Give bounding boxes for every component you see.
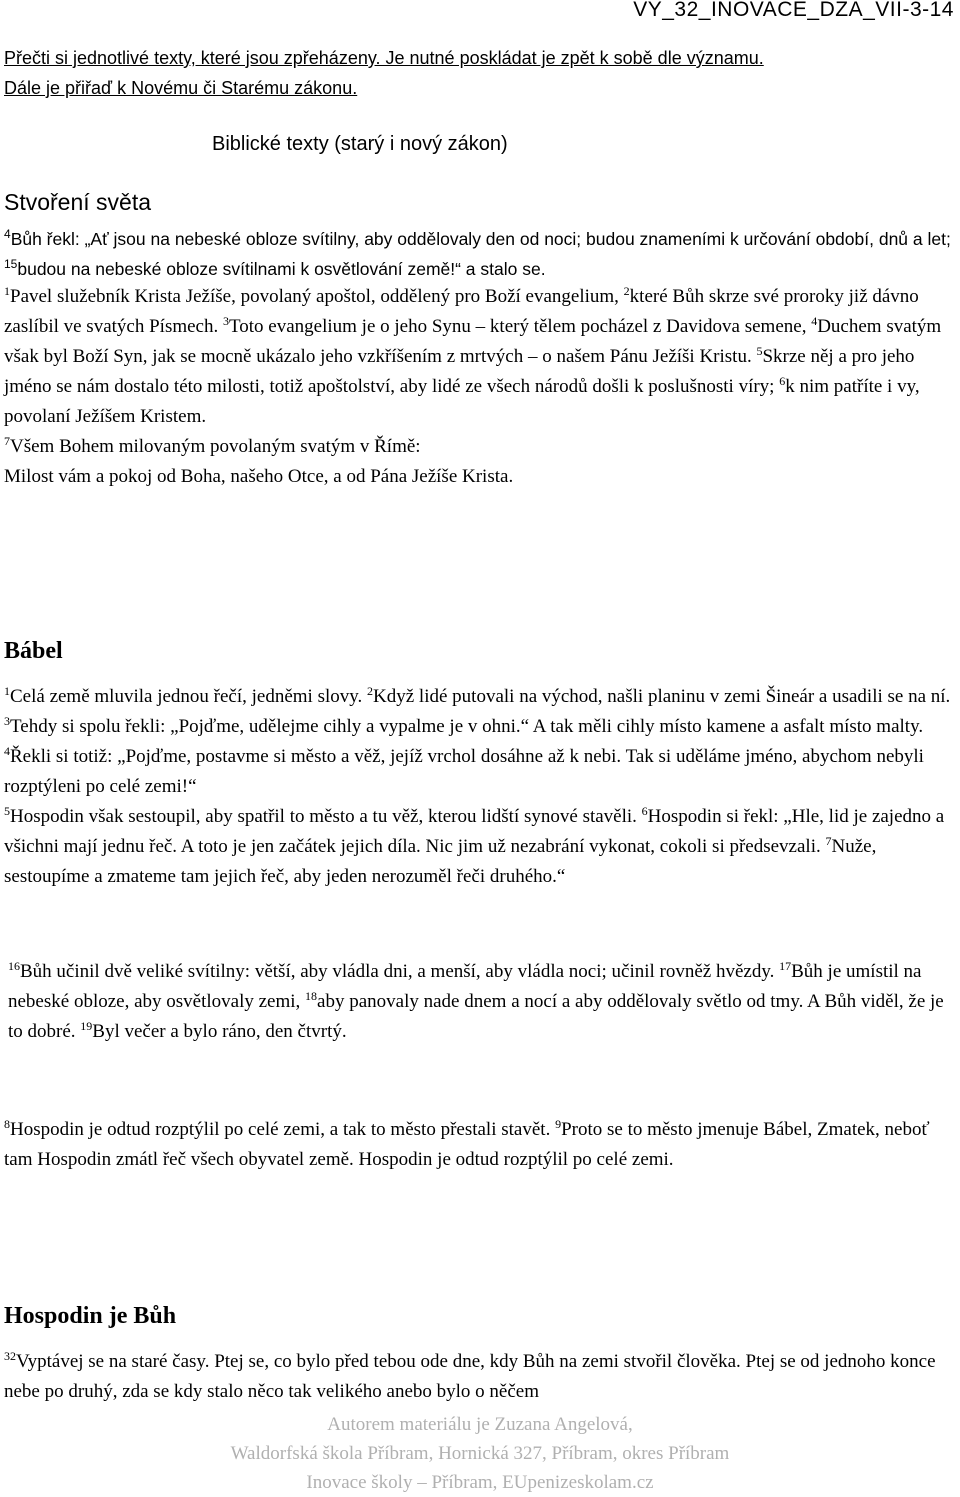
- verse-text: Milost vám a pokoj od Boha, našeho Otce, a od Pána Ježíše Krista.: [4, 466, 514, 487]
- verse-number: 18: [305, 989, 318, 1003]
- page-subtitle: Biblické texty (starý i nový zákon): [212, 133, 508, 155]
- verse-number: 4: [811, 314, 818, 328]
- verse-text: Bůh je umístil na nebeské obloze, aby osvětlovaly zemi,: [8, 961, 922, 1012]
- verse-text: Duchem svatým však byl Boží Syn, jak se mocně ukázalo jeho vzkříšením z mrtvých – o našem Pánu Ježíši Kristu.: [4, 316, 942, 367]
- instruction-line-2: Dále je přiřaď k Novému či Starému zákonu.: [4, 78, 358, 98]
- verse-number: 32: [4, 1349, 16, 1363]
- verse-number: 4: [4, 744, 10, 758]
- verse-number: 6: [641, 804, 648, 818]
- verse-number: 5: [756, 344, 763, 358]
- verse-text: Toto evangelium je o jeho Synu – který tělem pocházel z Davidova semene,: [228, 316, 812, 337]
- creation-paragraph-2: [4, 282, 954, 492]
- verse-number: 7: [825, 834, 832, 848]
- verse-text: Hospodin však sestoupil, aby spatřil to město a tu věž, kterou lidští synové stavěli.: [10, 806, 642, 827]
- verse-number: 1: [4, 284, 10, 298]
- verse-text: Když lidé putovali na východ, našli planinu v zemi Šineár a usadili se na ní.: [373, 686, 951, 707]
- footer-project: Inovace školy – Příbram, EUpenizeskolam.cz: [306, 1472, 654, 1493]
- babel-paragraph-2: [8, 957, 958, 1047]
- verse-text: Nuže, sestoupíme a zmateme tam jejich řeč, aby jeden nerozuměl řeči druhého.“: [4, 836, 877, 887]
- verse-number: 19: [80, 1019, 93, 1033]
- footer-school: Waldorfská škola Příbram, Hornická 327, Příbram, okres Příbram: [230, 1443, 730, 1464]
- verse-number: 9: [555, 1117, 562, 1131]
- verse-text: Vyptávej se na staré časy. Ptej se, co bylo před tebou ode dne, kdy Bůh na zemi stvořil člověka. Ptej se od jednoho konce nebe po druhý, zda se kdy stalo něco tak velikého anebo bylo o něčem: [4, 1351, 936, 1402]
- footer-author: Autorem materiálu je Zuzana Angelová,: [327, 1414, 633, 1435]
- verse-number: 16: [8, 959, 20, 973]
- verse-text: Bůh učinil dvě veliké svítilny: větší, aby vládla dni, a menší, aby vládla noci; učinil rovněž hvězdy.: [20, 961, 780, 982]
- verse-number: 7: [4, 434, 10, 448]
- verse-text: Tehdy si spolu řekli: „Pojďme, udělejme cihly a vypalme je v ohni.“ A tak měli cihly místo kamene a asfalt místo malty.: [10, 716, 924, 737]
- verse-number: 1: [4, 684, 10, 698]
- verse-text: Proto se to město jmenuje Bábel, Zmatek, neboť tam Hospodin zmátl řeč všech obyvatel země. Hospodin je odtud rozptýlil po celé zemi.: [4, 1119, 930, 1170]
- verse-number: 4: [4, 227, 11, 241]
- verse-number: 2: [367, 684, 374, 698]
- verse-text: Bůh řekl: „Ať jsou na nebeské obloze svítilny, aby oddělovaly den od noci; budou znameními k určování období, dnů a let;: [10, 229, 951, 249]
- verse-number: 2: [623, 284, 630, 298]
- document-code: VY_32_INOVACE_DZA_VII-3-14: [633, 0, 954, 21]
- verse-number: 3: [4, 714, 10, 728]
- section-heading-babel: Bábel: [4, 638, 63, 664]
- lord-paragraph-1: [4, 1347, 954, 1407]
- creation-paragraph-1: [4, 224, 954, 284]
- verse-text: budou na nebeské obloze svítilnami k osvětlování země!“ a stalo se.: [17, 259, 546, 279]
- babel-paragraph-1: [4, 682, 954, 892]
- verse-number: 17: [779, 959, 792, 973]
- verse-number: 5: [4, 804, 10, 818]
- verse-number: 6: [779, 374, 786, 388]
- verse-text: Hospodin si řekl: „Hle, lid je zajedno a všichni mají jednu řeč. A toto je jen začátek jejich díla. Nic jim už nezabrání vykonat, cokoli si předsevzali.: [4, 806, 945, 857]
- verse-number: 15: [4, 257, 18, 271]
- section-heading-creation: Stvoření světa: [4, 189, 152, 215]
- verse-text: Pavel služebník Krista Ježíše, povolaný apoštol, oddělený pro Boží evangelium,: [10, 286, 624, 307]
- verse-text: k nim patříte i vy, povolaní Ježíšem Kristem.: [4, 376, 920, 427]
- babel-paragraph-3: [4, 1115, 954, 1175]
- verse-text: aby panovaly nade dnem a nocí a aby oddělovaly světlo od tmy. A Bůh viděl, že je to dobré.: [8, 991, 944, 1042]
- instruction-line-1: Přečti si jednotlivé texty, které jsou zpřeházeny. Je nutné poskládat je zpět k sobě dle významu.: [4, 48, 764, 68]
- verse-number: 3: [222, 314, 229, 328]
- verse-text: které Bůh skrze své proroky již dávno zaslíbil ve svatých Písmech.: [4, 286, 919, 337]
- verse-text: Hospodin je odtud rozptýlil po celé zemi, a tak to město přestali stavět.: [10, 1119, 556, 1140]
- verse-text: Celá země mluvila jednou řečí, jedněmi slovy.: [10, 686, 368, 707]
- verse-number: 8: [4, 1117, 10, 1131]
- verse-text: Řekli si totiž: „Pojďme, postavme si město a věž, jejíž vrchol dosáhne až k nebi. Tak si uděláme jméno, abychom nebyli rozptýleni po celé zemi!“: [4, 746, 924, 797]
- verse-text: Všem Bohem milovaným povolaným svatým v Římě:: [10, 436, 421, 457]
- verse-text: Byl večer a bylo ráno, den čtvrtý.: [92, 1021, 347, 1042]
- verse-text: Skrze něj a pro jeho jméno se nám dostalo této milosti, totiž apoštolství, aby lidé ze všech národů došli k poslušnosti víry;: [4, 346, 915, 397]
- section-heading-lord: Hospodin je Bůh: [4, 1303, 177, 1329]
